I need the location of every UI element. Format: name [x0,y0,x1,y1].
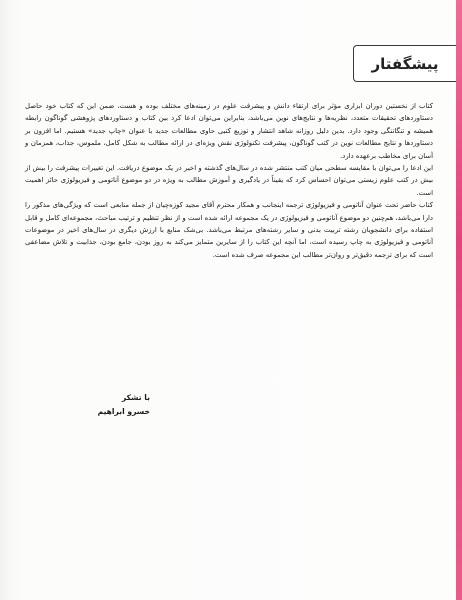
title-box [353,45,456,82]
page-title: پیشگفتار [371,54,439,73]
signoff-author: خسرو ابراهیم [97,407,150,416]
paragraph: این ادعا را می‌توان با مقایسه سطحی میان کتب منتشر شده در سال‌های گذشته و اخیر در یک موضوع دریافت. این تغییرات پیشرفت را بیش از بیش در کتب علوم زیستی می‌توان احساس کرد که یقیناً در یادگیری و آموزش مطالب به ویژه در دو موضوع آناتومی و فیزیولوژی حائز اهمیت است. [25,164,433,197]
paragraph: کتاب از نخستین دوران ابزاری مؤثر برای ارتقاء دانش و پیشرفت علوم در زمینه‌های مختلف بوده و هست، ضمن این که کتاب خود حاصل دستاوردهای تحقیقات متعدد، نظریه‌ها و نتایج‌های نوین می‌باشد، بنابراین می‌توان ادعا کرد بین کتاب و دستاوردهای پژوهشی گوناگون رابطه همیشه و تنگاتنگی وجود دارد. بدین دلیل روزانه شاهد انتشار و توزیع کتبی حاوی مطالعات جدید با عنوان «چاپ جدید» هستیم. اما افزون بر دستاوردها و نتایج مطالعات نوین در کتب گوناگون، پیشرفت تکنولوژی نقش ویژه‌ای در ارائه مطالب به شکل کامل، ملموس، جذاب، همزمان و آسان برای مخاطب برعهده دارد. [25,102,433,160]
signoff-closing: با تشکر [121,393,150,402]
edge-color-strip [456,0,462,600]
signoff [30,391,150,419]
paragraph: کتاب حاضر تحت عنوان آناتومی و فیزیولوژی ترجمه اینجانب و همکار محترم آقای مجید کوزه‌چیان از جمله منابعی است که ویژگی‌های مذکور را دارا می‌باشد، هم‌چنین دو موضوع آناتومی و فیزیولوژی در یک مجموعه ارائه شده است و از نظر تنظیم و ترتیب مباحث، مجموعه‌ای کامل و قابل استفاده برای دانشجویان رشته تربیت بدنی و سایر رشته‌های مرتبط می‌باشد. بی‌شک منابع با ارزش دیگری در سال‌های اخیر در موضوعات آناتومی و فیزیولوژی به چاپ رسیده است، اما آنچه این کتاب را از سایرین متمایز می‌کند به روز بودن، جامع بودن، جذابیت و تلاش مضاعفی است که برای ترجمه دقیق‌تر و روان‌تر مطالب این مجموعه صرف شده است. [25,201,433,259]
body-text [25,100,433,261]
